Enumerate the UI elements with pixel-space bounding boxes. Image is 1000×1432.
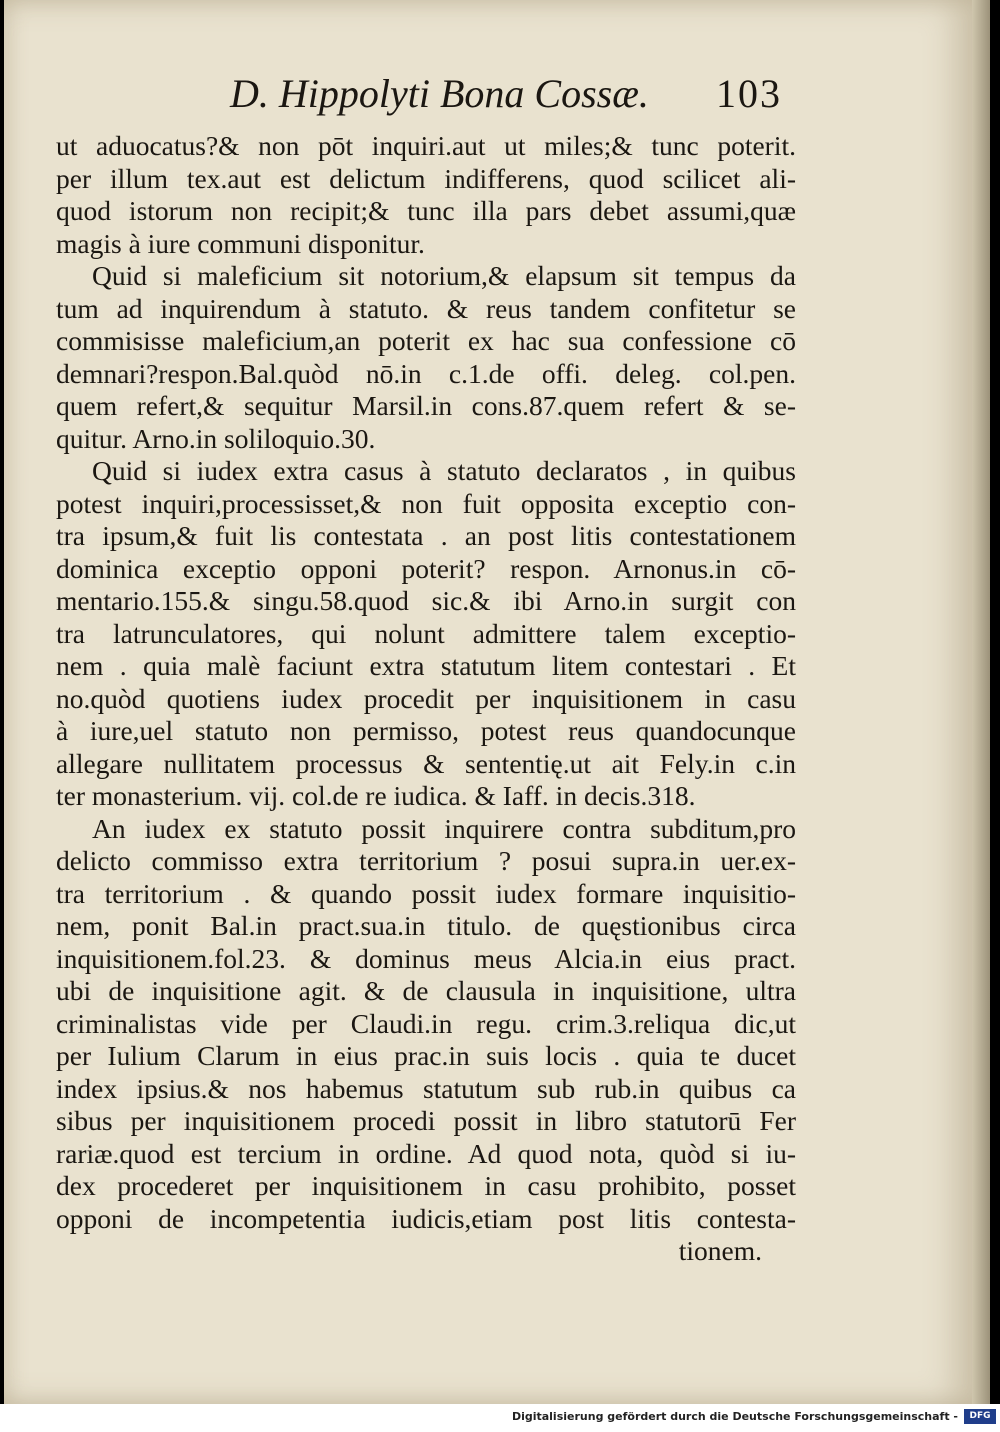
text-line: ubi de inquisitione agit. & de clausula in inquisitione, ultra	[56, 975, 796, 1006]
text-line: tra ipsum,& fuit lis contestata . an post litis contestationem	[56, 520, 796, 551]
digitization-footer	[0, 1404, 1000, 1432]
text-line: nem . quia malè faciunt extra statutum litem contestari . Et	[56, 650, 796, 681]
text-line: demnari?respon.Bal.quòd nō.in c.1.de offi. deleg. col.pen.	[56, 357, 796, 389]
text-line: commisisse maleficium,an poterit ex hac sua confessione cō	[56, 325, 796, 356]
text-line: magis à iure communi disponitur.	[56, 227, 425, 259]
text-line: ut aduocatus?& non pōt inquiri.aut ut miles;& tunc poterit.	[56, 130, 796, 161]
text-line: dominica exceptio opponi poterit? respon. Arnonus.in cō-	[56, 552, 796, 584]
text-line: à iure,uel statuto non permisso, potest reus quandocunque	[56, 715, 796, 746]
text-line: tionem.	[678, 1235, 762, 1266]
text-line: opponi de incompetentia iudicis,etiam post litis contesta-	[56, 1202, 796, 1234]
text-line: Quid si maleficium sit notorium,& elapsum sit tempus da	[92, 260, 796, 291]
text-line: rariæ.quod est tercium in ordine. Ad quod nota, quòd si iu-	[56, 1137, 796, 1169]
text-line: tum ad inquirendum à statuto. & reus tandem confitetur se	[56, 292, 796, 324]
body-text	[56, 130, 796, 1268]
text-line: inquisitionem.fol.23. & dominus meus Alcia.in eius pract.	[56, 942, 796, 974]
page-number: 103	[716, 71, 782, 116]
page-header	[230, 70, 790, 126]
text-line: An iudex ex statuto possit inquirere contra subditum,pro	[92, 812, 796, 844]
text-line: quod istorum non recipit;& tunc illa pars debet assumi,quæ	[56, 195, 796, 226]
text-line: delicto commisso extra territorium ? posui supra.in uer.ex-	[56, 845, 796, 876]
text-line: dex procederet per inquisitionem in casu prohibito, posset	[56, 1170, 796, 1201]
text-line: per illum tex.aut est delictum indifferens, quod scilicet ali-	[56, 162, 796, 194]
text-line: Quid si iudex extra casus à statuto declaratos , in quibus	[92, 455, 796, 486]
text-line: quem refert,& sequitur Marsil.in cons.87.quem refert & se-	[56, 390, 796, 421]
text-line: sibus per inquisitionem procedi possit in libro statutorū Fer	[56, 1105, 796, 1136]
text-line: nem, ponit Bal.in pract.sua.in titulo. de quęstionibus circa	[56, 910, 796, 941]
text-line: quitur. Arno.in soliloquio.30.	[56, 422, 376, 454]
dfg-logo-icon: DFG	[964, 1409, 996, 1424]
book-page	[4, 0, 972, 1404]
text-line: allegare nullitatem processus & sententię.ut ait Fely.in c.in	[56, 747, 796, 779]
text-line: mentario.155.& singu.58.quod sic.& ibi Arno.in surgit con	[56, 585, 796, 616]
funding-credit: Digitalisierung gefördert durch die Deutsche Forschungsgemeinschaft -	[511, 1410, 958, 1423]
text-line: index ipsius.& nos habemus statutum sub rub.in quibus ca	[56, 1072, 796, 1104]
text-line: tra territorium . & quando possit iudex formare inquisitio-	[56, 877, 796, 909]
page-edge	[972, 0, 990, 1404]
text-line: ter monasterium. vij. col.de re iudica. & Iaff. in decis.318.	[56, 780, 696, 811]
text-line: per Iulium Clarum in eius prac.in suis locis . quia te ducet	[56, 1040, 796, 1071]
text-line: tra latrunculatores, qui nolunt admittere talem exceptio-	[56, 617, 796, 649]
text-line: potest inquiri,processisset,& non fuit opposita exceptio con-	[56, 487, 796, 519]
running-title: D. Hippolyti Bona Cossæ.	[230, 71, 649, 116]
text-line: no.quòd quotiens iudex procedit per inquisitionem in casu	[56, 682, 796, 714]
text-line: criminalistas vide per Claudi.in regu. crim.3.reliqua dic,ut	[56, 1007, 796, 1039]
